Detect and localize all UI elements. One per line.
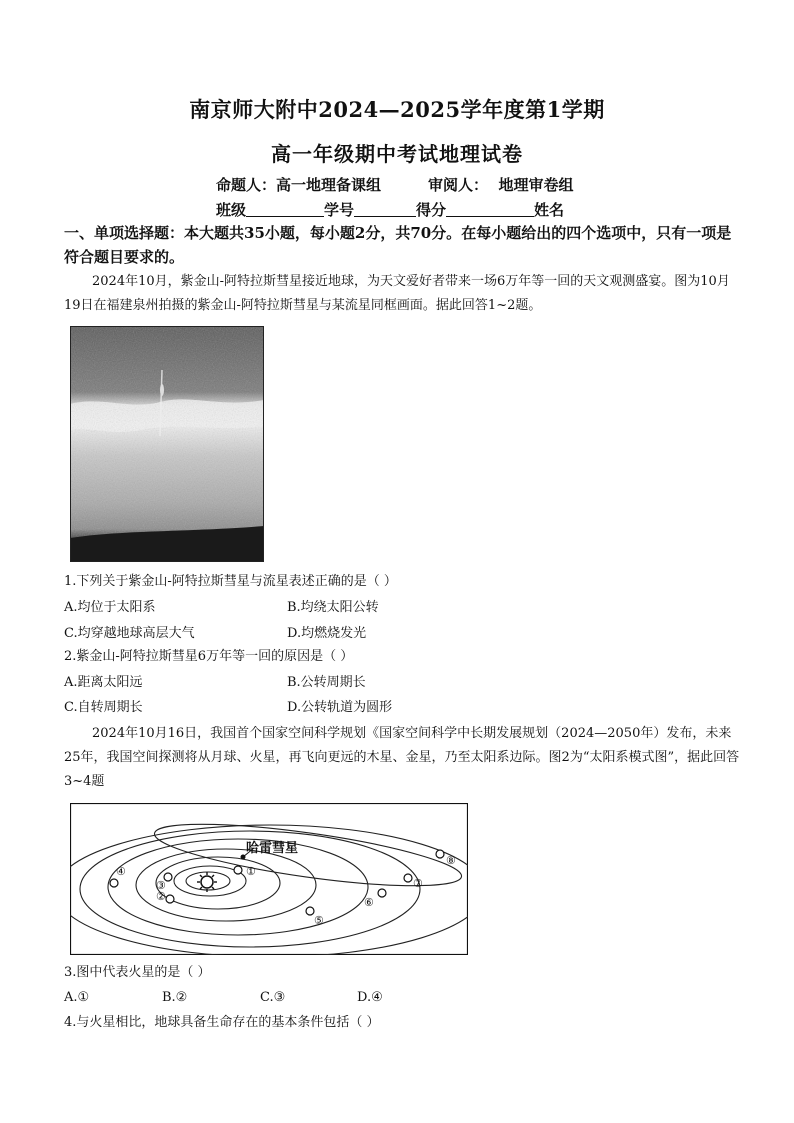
section1-heading: 一、单项选择题：本大题共35小题，每小题2分，共70分。在每小题给出的四个选项中，只有一项是符合题目要求的。: [64, 224, 732, 266]
planet-label-4: ④: [116, 865, 126, 878]
planet-label-1: ①: [246, 865, 256, 878]
q3-option-d[interactable]: D.④: [357, 990, 383, 1005]
planet-label-5: ⑤: [314, 914, 324, 927]
planet-label-3: ③: [156, 879, 166, 892]
student-id-label: 学号: [324, 201, 355, 219]
comet-meteor-photo: [70, 326, 264, 562]
q2-option-a[interactable]: A.距离太阳远: [64, 675, 143, 690]
solar-system-diagram: [70, 803, 468, 955]
student-info-line: [216, 199, 564, 220]
planet-label-2: ②: [156, 890, 166, 903]
author-label: 命题人：高一地理备课组: [216, 176, 382, 194]
q3-option-a[interactable]: A.①: [64, 990, 90, 1005]
question-1-stem: 1.下列关于紫金山-阿特拉斯彗星与流星表述正确的是（ ）: [64, 574, 397, 589]
planet-label-8: ⑧: [446, 854, 456, 867]
exam-title-line2: 高一年级期中考试地理试卷: [271, 142, 523, 166]
planet-label-6: ⑥: [364, 896, 374, 909]
name-label: 姓名: [534, 201, 565, 219]
score-label: 得分: [416, 201, 447, 219]
question-4-stem: 4.与火星相比，地球具备生命存在的基本条件包括（ ）: [64, 1015, 380, 1030]
question-2-stem: 2.紫金山-阿特拉斯彗星6万年等一回的原因是（ ）: [64, 649, 354, 664]
student-id-blank[interactable]: [354, 201, 416, 217]
q1-option-b[interactable]: B.均绕太阳公转: [287, 600, 379, 615]
passage-1: 2024年10月，紫金山-阿特拉斯彗星接近地球，为天文爱好者带来一场6万年等一回的天文观测盛宴。图为10月19日在福建泉州拍摄的紫金山-阿特拉斯彗星与某流星同框画面。据此回答1~2题。: [64, 274, 730, 313]
sun-icon: [197, 872, 217, 892]
planet-label-7: ⑦: [413, 877, 423, 890]
q3-option-c[interactable]: C.③: [260, 990, 286, 1005]
class-blank[interactable]: [246, 201, 324, 217]
exam-title-line1: 南京师大附中2024—2025学年度第1学期: [189, 97, 605, 122]
q2-option-b[interactable]: B.公转周期长: [287, 675, 366, 690]
q1-option-d[interactable]: D.均燃烧发光: [287, 626, 367, 641]
passage-2: 2024年10月16日，我国首个国家空间科学规划《国家空间科学中长期发展规划（2024—2050年）发布，未来25年，我国空间探测将从月球、火星，再飞向更远的木星、金星，乃至太阳系边际。图2为“太阳系模式图”，据此回答3~4题: [64, 726, 740, 789]
q2-option-d[interactable]: D.公转轨道为圆形: [287, 700, 393, 715]
question-3-stem: 3.图中代表火星的是（ ）: [64, 965, 211, 980]
reviewer-label: 审阅人： 地理审卷组: [428, 176, 574, 194]
score-blank[interactable]: [446, 201, 534, 217]
q1-option-c[interactable]: C.均穿越地球高层大气: [64, 626, 195, 641]
q2-option-c[interactable]: C.自转周期长: [64, 700, 143, 715]
halley-comet-label: 哈雷彗星: [246, 841, 299, 856]
q1-option-a[interactable]: A.均位于太阳系: [64, 600, 156, 615]
q3-option-b[interactable]: B.②: [162, 990, 188, 1005]
class-label: 班级: [216, 201, 247, 219]
